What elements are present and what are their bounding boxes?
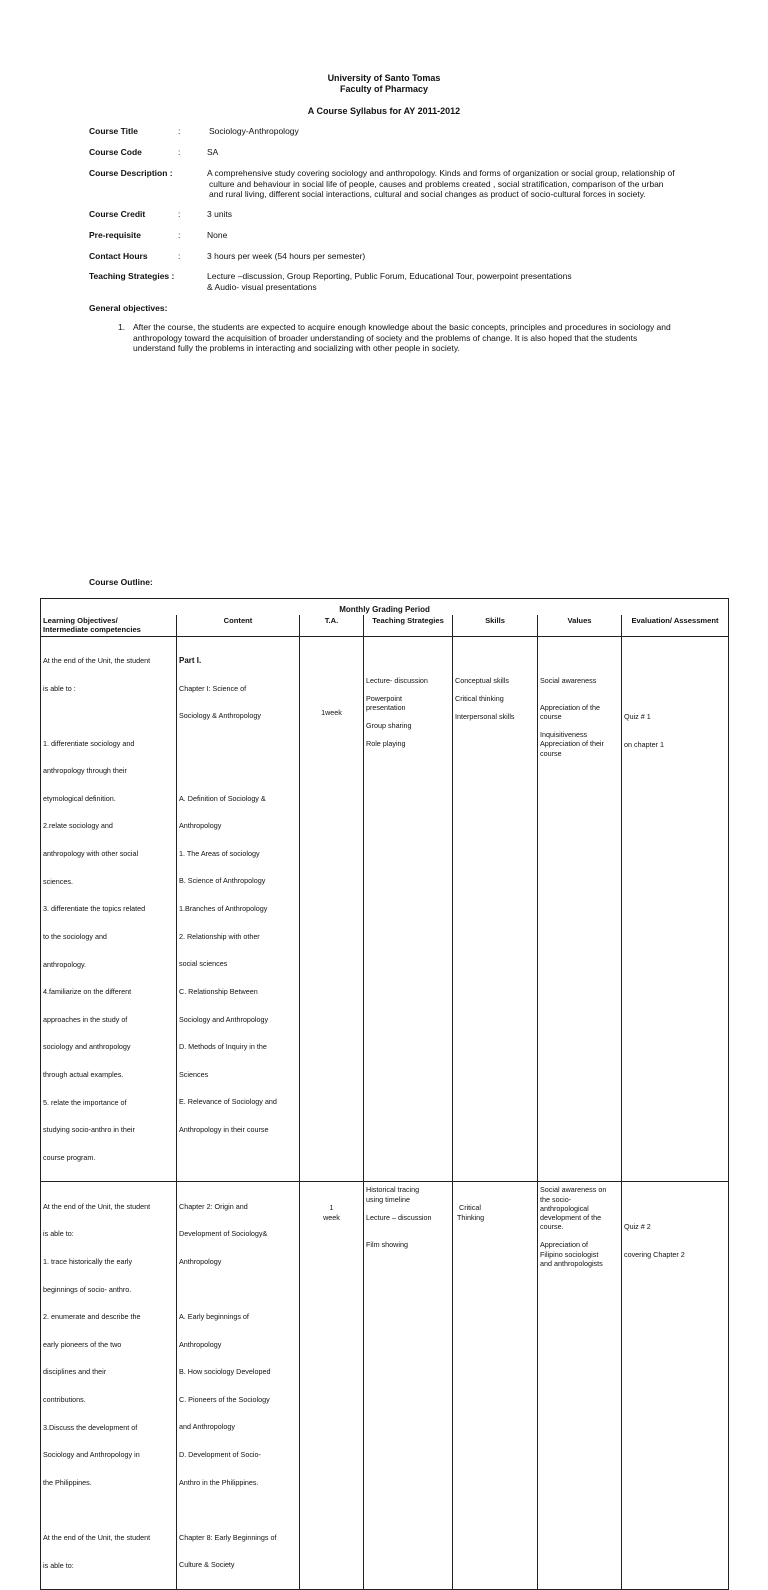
cell-line: Sciences (179, 1069, 209, 1079)
table-row (41, 1182, 729, 1590)
header-content: Content (177, 615, 300, 636)
course-outline-table (40, 598, 729, 1590)
cell-line: Role playing (366, 739, 406, 749)
header-objectives (41, 615, 177, 636)
row1-ta (300, 636, 364, 1182)
cell-line: Inquisitiveness (540, 730, 588, 740)
cell-line: E. Relevance of Sociology and (179, 1097, 277, 1107)
cell-line: Critical thinking (455, 693, 504, 703)
cell-line: social sciences (179, 959, 228, 969)
objective-line: After the course, the students are expected to acquire enough knowledge about the basic concepts, principles and procedures in sociology and (133, 322, 671, 332)
header-objectives-line: Intermediate competencies (43, 625, 141, 635)
row1-evaluation (622, 636, 729, 1182)
column-header-row (41, 615, 729, 636)
cell-line: At the end of the Unit, the student (43, 1532, 151, 1542)
course-code-colon: : (178, 147, 181, 157)
cell-line: Anthropology (179, 1339, 222, 1349)
cell-line: course (540, 748, 562, 758)
cell-line: Group sharing (366, 721, 412, 731)
objective-line: understand fully the problems in interacting and socializing with other people in society. (133, 343, 460, 353)
cell-line: is able to: (43, 1229, 74, 1239)
prerequisite-value: None (207, 230, 228, 240)
course-code-value: SA (207, 147, 219, 157)
cell-line: using timeline (366, 1194, 410, 1204)
cell-line: 2. enumerate and describe the (43, 1312, 141, 1322)
row2-skills (453, 1182, 538, 1590)
cell-line: Conceptual skills (455, 675, 509, 685)
cell-line: sciences. (43, 876, 73, 886)
course-title-value: Sociology-Anthropology (209, 126, 299, 136)
cell-line: sociology and anthropology (43, 1042, 131, 1052)
objective-line: anthropology toward the acquisition of broader understanding of society and the problems of change. It is also hoped that the students (133, 332, 638, 343)
cell-line: Appreciation of their (540, 739, 604, 749)
row1-objectives (41, 636, 177, 1182)
cell-line: Anthropology (179, 821, 222, 831)
cell-line: 1week (321, 707, 342, 717)
cell-line: Quiz # 2 (624, 1222, 651, 1232)
cell-line: Sociology & Anthropology (179, 711, 261, 721)
cell-line: Social awareness on (540, 1185, 607, 1195)
course-title-label: Course Title (89, 126, 138, 136)
cell-line: Sociology and Anthropology in (43, 1450, 140, 1460)
cell-line: Film showing (366, 1240, 408, 1249)
objective-number: 1. (118, 322, 126, 332)
general-objective-item (118, 322, 718, 354)
table-row (41, 636, 729, 1182)
cell-line: studying socio-anthro in their (43, 1125, 135, 1135)
cell-line: course (540, 712, 562, 722)
contact-hours-value: 3 hours per week (54 hours per semester) (207, 251, 366, 261)
cell-line: B. Science of Anthropology (179, 876, 266, 886)
cell-line: approaches in the study of (43, 1014, 128, 1024)
course-description-label: Course Description : (89, 168, 173, 178)
cell-line: Chapter 8: Early Beginnings of (179, 1532, 277, 1542)
cell-line: and anthropologists (540, 1258, 603, 1268)
cell-line: Social awareness (540, 675, 597, 685)
description-line: and rural living, different social interactions, cultural and social changes as product of socio-cultural forces in society. (209, 189, 646, 199)
row1-strategies (364, 636, 453, 1182)
cell-line: Sociology and Anthropology (179, 1014, 269, 1024)
header-skills: Skills (453, 615, 538, 636)
cell-line: Anthro in the Philippines. (179, 1477, 259, 1487)
cell-line: 2. Relationship with other (179, 931, 260, 941)
cell-line: C. Relationship Between (179, 986, 258, 996)
strategies-line: & Audio- visual presentations (207, 281, 317, 292)
row1-values (538, 636, 622, 1182)
cell-line: contributions. (43, 1395, 86, 1405)
cell-line: 1 (329, 1203, 334, 1213)
cell-line: early pioneers of the two (43, 1339, 122, 1349)
cell-line: course. (540, 1222, 564, 1232)
cell-line: 2.relate sociology and (43, 821, 113, 831)
header-values: Values (538, 615, 622, 636)
cell-line: disciplines and their (43, 1367, 107, 1377)
cell-line: on chapter 1 (624, 740, 664, 750)
teaching-strategies-value (207, 271, 717, 292)
cell-line: 1.Branches of Anthropology (179, 904, 268, 914)
cell-line: etymological definition. (43, 793, 116, 803)
syllabus-title: A Course Syllabus for AY 2011-2012 (307, 106, 461, 116)
cell-line: Appreciation of (540, 1240, 588, 1250)
cell-line: Lecture- discussion (366, 675, 428, 685)
university-name: University of Santo Tomas (327, 73, 441, 83)
cell-line: course program. (43, 1152, 96, 1162)
cell-line: 1. The Areas of sociology (179, 848, 260, 858)
course-title-colon: : (178, 126, 181, 136)
cell-line: 4.familiarize on the different (43, 987, 132, 997)
row1-content (177, 636, 300, 1182)
course-description-value (207, 168, 717, 200)
row2-ta (300, 1182, 364, 1590)
faculty-name: Faculty of Pharmacy (339, 84, 429, 94)
cell-line: covering Chapter 2 (624, 1249, 685, 1259)
cell-line: Filipino sociologist (540, 1249, 599, 1259)
cell-line: Lecture – discussion (366, 1212, 432, 1222)
cell-line: Chapter 2: Origin and (179, 1201, 248, 1211)
prerequisite-colon: : (178, 230, 181, 240)
monthly-grading-period-header: Monthly Grading Period (41, 599, 729, 616)
cell-line: anthropological (540, 1203, 589, 1213)
cell-line: anthropology through their (43, 766, 127, 776)
course-credit-colon: : (178, 209, 181, 219)
cell-line: Appreciation of the (540, 702, 600, 712)
cell-line: D. Development of Socio- (179, 1450, 261, 1460)
cell-line: Critical (459, 1203, 481, 1213)
cell-line: 1. trace historically the early (43, 1257, 133, 1267)
cell-line: presentation (366, 703, 406, 713)
general-objectives-label: General objectives: (89, 303, 168, 313)
cell-line: B. How sociology Developed (179, 1367, 271, 1377)
description-line: A comprehensive study covering sociology and anthropology. Kinds and forms of organization or social group, relationship of (207, 168, 675, 178)
cell-line: 5. relate the importance of (43, 1097, 127, 1107)
header-objectives-line: Learning Objectives/ (43, 616, 118, 626)
prerequisite-label: Pre-requisite (89, 230, 141, 240)
strategies-line: Lecture –discussion, Group Reporting, Public Forum, Educational Tour, powerpoint presentations (207, 271, 572, 281)
cell-line: beginnings of socio- anthro. (43, 1284, 132, 1294)
row2-values (538, 1182, 622, 1590)
cell-line: Development of Sociology& (179, 1229, 268, 1239)
row1-skills (453, 636, 538, 1182)
cell-line: and Anthropology (179, 1422, 235, 1432)
header-evaluation: Evaluation/ Assessment (622, 615, 729, 636)
cell-line: the Philippines. (43, 1477, 92, 1487)
cell-line: At the end of the Unit, the student (43, 1201, 151, 1211)
row2-objectives (41, 1182, 177, 1590)
cell-line: Interpersonal skills (455, 712, 515, 722)
cell-line: to the sociology and (43, 931, 107, 941)
cell-line: Anthropology in their course (179, 1124, 269, 1134)
cell-line: Culture & Society (179, 1560, 235, 1570)
row2-strategies (364, 1182, 453, 1590)
cell-line: through actual examples. (43, 1069, 124, 1079)
cell-line: Thinking (457, 1212, 485, 1222)
cell-line: D. Methods of Inquiry in the (179, 1042, 267, 1052)
teaching-strategies-label: Teaching Strategies : (89, 271, 175, 281)
cell-line: Powerpoint (366, 693, 402, 703)
cell-line: Anthropology (179, 1257, 222, 1267)
cell-line: Chapter I: Science of (179, 683, 247, 693)
cell-line: anthropology with other social (43, 849, 139, 859)
course-credit-label: Course Credit (89, 209, 146, 219)
cell-line: Historical tracing (366, 1185, 420, 1195)
cell-line: At the end of the Unit, the student (43, 656, 151, 666)
course-code-label: Course Code (89, 147, 142, 157)
cell-line: C. Pioneers of the Sociology (179, 1394, 270, 1404)
cell-line: the socio- (540, 1194, 572, 1204)
cell-line: development of the (540, 1213, 602, 1222)
cell-line: A. Early beginnings of (179, 1312, 249, 1322)
header-ta: T.A. (300, 615, 364, 636)
cell-line: week (323, 1212, 340, 1222)
contact-hours-label: Contact Hours (89, 251, 148, 261)
cell-line: is able to : (43, 683, 76, 693)
header-teaching-strategies: Teaching Strategies (364, 615, 453, 636)
cell-line: 1. differentiate sociology and (43, 738, 135, 748)
cell-line: is able to: (43, 1560, 74, 1570)
cell-line: Quiz # 1 (624, 712, 651, 722)
row2-evaluation (622, 1182, 729, 1590)
description-line: culture and behaviour in social life of people, causes and problems created , social stratification, comparison of the urban (209, 178, 664, 189)
cell-line: anthropology. (43, 959, 87, 969)
cell-line: 3.Discuss the development of (43, 1422, 138, 1432)
contact-hours-colon: : (178, 251, 181, 261)
row2-content (177, 1182, 300, 1590)
course-outline-label: Course Outline: (89, 577, 153, 587)
cell-line: 3. differentiate the topics related (43, 904, 146, 914)
cell-line: A. Definition of Sociology & (179, 793, 266, 803)
course-credit-value: 3 units (207, 209, 233, 219)
part-heading: Part I. (179, 656, 202, 666)
